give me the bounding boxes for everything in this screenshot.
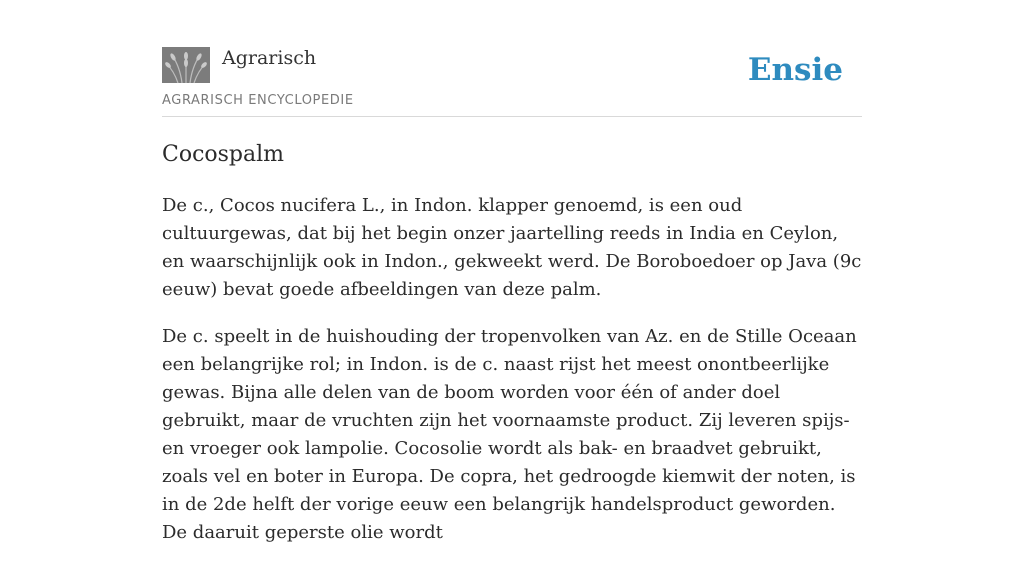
page-title: Cocospalm <box>162 142 285 167</box>
wheat-icon[interactable] <box>162 47 210 83</box>
article-paragraph: De c. speelt in de huishouding der tropenvolken van Az. en de Stille Oceaan een belangrijke rol; in Indon. is de c. naast rijst het meest onontbeerlijke gewas. Bijna alle delen van de boom worden voor één of ander doel gebruikt, maar de vruchten zijn het voornaamste product. Zij leveren spijs- en vroeger ook lampolie. Cocosolie wordt als bak- en braadvet gebruikt, zoals vel en boter in Europa. De copra, het gedroogde kiemwit der noten, is in de 2de helft der vorige eeuw een belangrijk handelsproduct geworden. De daaruit geperste olie wordt <box>162 326 857 543</box>
site-subtitle: AGRARISCH ENCYCLOPEDIE <box>162 93 354 108</box>
site-name[interactable]: Agrarisch <box>222 47 317 69</box>
site-header <box>162 0 862 117</box>
page-container <box>162 0 862 543</box>
article-paragraph: De c., Cocos nucifera L., in Indon. klapper genoemd, is een oud cultuurgewas, dat bij het begin onzer jaartelling reeds in India en Ceylon, en waarschijnlijk ook in Indon., gekweekt werd. De Boroboedoer op Java (9c eeuw) bevat goede afbeeldingen van deze palm. <box>162 195 862 300</box>
article-body <box>162 192 862 566</box>
brand-logo[interactable]: Ensie <box>747 52 843 88</box>
